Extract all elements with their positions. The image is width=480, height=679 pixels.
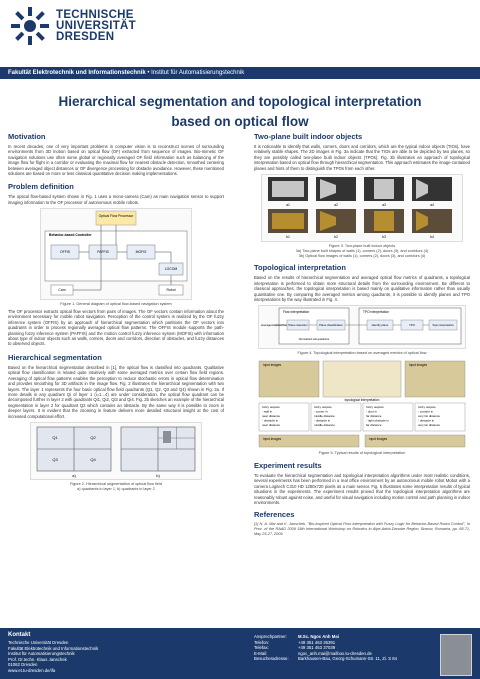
fuzzy-output-text: - door in xyxy=(366,409,378,414)
university-name xyxy=(56,10,136,43)
caption-line: Figure 3. Two-plane built indoor objects xyxy=(328,244,396,249)
mosaic-label: input images xyxy=(369,437,388,442)
thumbnail xyxy=(316,177,356,207)
experiment-text: To evaluate the hierarchical segmentation and topological interpretation algorithms under most realistic conditions, several experiments has been performed in a real office environment by an autonomous mobile robot Mobot with a camera Logitech C310 HD 1280x720 pixels as a main sensor. Fig. 5 illustrates some interpretation results of typical situations in the experiments. The experiment results proved that the topological interpretation algorithms are reasonably robust against noise, and useful for visual navigation including motion control and path planning in indoor environments. xyxy=(254,473,470,506)
contact-photo xyxy=(440,634,472,676)
contact-address xyxy=(8,640,98,674)
left-column xyxy=(8,132,224,492)
plane-shape xyxy=(272,213,304,229)
address-line: Prof. Dr.techn. Klaus Janschek xyxy=(8,656,67,662)
thumbnail-label: a3 xyxy=(382,203,386,208)
fuzzy-output-text: fuzzy outputs xyxy=(418,405,436,410)
figure-1-diagram xyxy=(40,208,192,300)
fuzzy-output-text: near distance xyxy=(262,423,281,428)
poster-title xyxy=(0,92,480,132)
fuzzy-output-text: middle distance xyxy=(314,414,335,419)
diagram-label: Flow interpretation xyxy=(283,310,310,315)
fig1-label: MOFIS xyxy=(135,250,147,255)
tu-dresden-logo-icon xyxy=(10,6,50,46)
university-line: TECHNISCHE xyxy=(56,9,134,21)
fuzzy-output-text: far distance xyxy=(366,423,382,428)
motivation-heading: Motivation xyxy=(8,132,46,141)
title-line: based on optical flow xyxy=(171,114,309,129)
fig1-label: LOCOM xyxy=(164,267,178,272)
diagram-label: Topo interpretation xyxy=(432,324,454,328)
fuzzy-output-text: middle distance xyxy=(314,423,335,428)
mosaic-label: topological interpretation xyxy=(344,398,380,403)
topological-heading: Topological interpretation xyxy=(254,263,346,273)
address-line: Institut für Automatisierungstechnik xyxy=(8,651,75,657)
caption-line: a) quadrants in layer 1, b) quadrants in layer 2 xyxy=(77,486,155,491)
fig1-label: PAFFIS xyxy=(97,250,109,255)
figure-5-mosaic xyxy=(257,359,467,449)
panel-label: b) xyxy=(156,472,160,478)
mosaic-label: input images xyxy=(263,363,282,368)
diagram-label: Plane classification xyxy=(319,323,343,328)
thumbnail xyxy=(412,209,452,239)
right-column xyxy=(254,132,470,537)
thumbnail xyxy=(412,177,452,207)
diagram-label: averaged optical flow xyxy=(261,323,288,328)
motivation-text: In recent decades, one of very important problems in computer vision is to reconstruct scenes of surrounding environments from 3D motion based on optical flow (OF) extracted from sequence of images. Bio-mimetic OF navigation solutions use often some global or regionally averaged OF field information such as balancing of the image flow for flight in a corridor or evaluating the maximal flow for nearest obstacle detection, smoothed centering between averaged object distances or OF divergence processing for obstacle avoidance. However, these mentioned solutions are based on more or less classical quantitative decision making implementations. xyxy=(8,144,224,177)
problem-text: The optical flow-based system shown in Fig. 1 uses a mono-camera (Cam) as main navigation sensor to support imaging information to the OF processor of autonomous mobile robots. xyxy=(8,194,224,205)
contact-label: Besucheradresse: xyxy=(254,656,289,662)
fuzzy-output-text: - wall in xyxy=(262,409,273,414)
contact-heading: Kontakt xyxy=(8,632,31,638)
figure-2-caption xyxy=(8,482,224,492)
thumbnail-label: b4 xyxy=(430,235,434,240)
fuzzy-output-text: - right obstacle in xyxy=(366,418,389,423)
fig1-label: Robot xyxy=(166,288,176,293)
diagram-label: TPO xyxy=(409,323,415,328)
contact-person: M.Sc. Ngoc Anh Mai xyxy=(298,634,339,639)
hierarchical-text: Based on the hierarchical segmentation described in [1], the optical flow is classified into quadrants. Qualitative optical flow classification is related quite intuitively with some averaged metrics over certain flow field regions. Averaging of optical flow patterns enables the perception to reduce stochastic errors in optical flow determination and provides smoothing for 3D artifacts in the image flow. Fig. 2 illustrates the hierarchical segmentation with two layers. The layer 1 represents the four basic optical flow field quadrants (Q1, Q2, Q3 and Q4) shown in Fig. 2a. If more details in any quadrant Qi of layer 1 (i=1...4) are under consideration, the optical flow quadrant can be decomposed further in layer 2 with quadrants Qi1, Qi2, Qi3 and Qi4. Fig. 2b sketches an example of the hierarchical segmentation in layer 2 for quadrant Q2 which contains an obstacle. By the same way it is possible to zoom in deeper layers. It is evident that the zooming in feature delivers more detailed structural insight at the cost of increased computational effort. xyxy=(8,364,224,419)
thumbnail xyxy=(364,177,404,207)
plane-shape xyxy=(374,211,394,231)
experiment-heading: Experiment results xyxy=(254,461,322,471)
plane-shape xyxy=(374,179,394,199)
faculty-bar xyxy=(0,67,480,79)
reference-item: [1] N. A. Mai and K. Janschek, "Bio-inspired Optical Flow Interpretation with Fuzzy Logic for Behavior-Based Robot Control", In Proc. of the RAAD 2009 18th International Workshop on Robotics in Alpe-Adria-Danube Region, Brasov, Romania, pp. 68-71, May 25-27, 2009. xyxy=(254,522,470,537)
figure-3-caption xyxy=(254,244,470,258)
fuzzy-output-text: very far distance xyxy=(418,423,441,428)
title-line: Hierarchical segmentation and topological interpretation xyxy=(58,94,422,109)
problem-text-2: The OF processor extracts optical flow vectors from pairs of images. The OF vectors contain information about the environment necessary for mobile robot navigation. Perception of the control system is realized by the OF fuzzy inference system (OFFIS) by an approach of hierarchical segmentation which partitions the OF vectors into quadrants in order to process regionally averaged optical flow patterns. The OFFIS module supports the path-planning fuzzy inference system (PAFFIS) and the motion control fuzzy inference system (MOFIS) with information about type of indoor objects such as walls, corners, doors and corridors, direction of obstacles, and fuzzy distances to observed objects. xyxy=(8,309,224,347)
thumbnail-label: a1 xyxy=(286,203,290,208)
footer xyxy=(0,628,480,679)
twoplane-text: It is noticeable to identify that walls, corners, doors and corridors, which are the typical indoor objects (TIOs), have relatively stable shapes. The 2D images in Fig. 3a indicate that the TIOs are able to be depicted by two planes, so they are possibly called two-plane built indoor objects (TPOs). Fig. 3b illustrates an approach of topological interpretation based on optical flow through hierarchical segmentation. This approach estimates the image-contained planes and hints of them to distinguish the TPOs from each other. xyxy=(254,144,470,171)
fuzzy-output-text: far distance xyxy=(366,414,382,419)
thumbnail-label: b2 xyxy=(334,235,338,240)
fig1-label: Behavior-based Controller xyxy=(49,233,92,238)
twoplane-heading: Two-plane built indoor objects xyxy=(254,132,363,141)
caption-line: Figure 2. Hierarchical segmentation of optical flow field xyxy=(69,481,162,486)
panel-label: a) xyxy=(72,472,76,478)
quadrant-label: Q4 xyxy=(90,456,96,462)
bullet-separator: • xyxy=(147,70,152,76)
fuzzy-output-text: - corridor in xyxy=(418,409,434,414)
contact-values xyxy=(298,634,397,662)
diagram-label: Normalized sub-quadrants xyxy=(298,338,330,342)
thumbnail xyxy=(316,209,356,239)
quadrant-label: Q2 xyxy=(90,434,96,440)
address-line: Fakultät Elektrotechnik und Informationstechnik xyxy=(8,645,99,651)
diagram-label: Plane detection xyxy=(288,323,308,328)
plane-shape xyxy=(272,181,304,197)
hierarchical-heading: Hierarchical segmentation xyxy=(8,352,102,362)
figure-1-caption: Figure 1. General diagram of optical flow-based navigation system xyxy=(60,302,172,307)
fuzzy-output-text: fuzzy outputs xyxy=(262,405,280,410)
fuzzy-output-text: - obstacle in xyxy=(418,418,435,423)
diagram-label: Identify plane xyxy=(371,323,389,328)
thumbnail-label: a2 xyxy=(334,203,338,208)
problem-heading: Problem definition xyxy=(8,182,74,192)
diagram-label: TPO interpretation xyxy=(363,310,390,315)
obstacle-shape xyxy=(163,431,171,443)
contact-label: E-Mail: xyxy=(254,650,268,656)
thumbnail-label: b1 xyxy=(286,235,290,240)
contact-labels xyxy=(254,634,289,662)
address-line: Technische Universität Dresden xyxy=(8,640,69,645)
caption-line: 3b) Optical flow images of walls (1), corners (2), doors (3), and corridors (4) xyxy=(298,253,426,258)
mosaic-label: input images xyxy=(263,437,282,442)
address-line: 01062 Dresden xyxy=(8,662,38,668)
faculty-name: Fakultät Elektrotechnik und Informationstechnik xyxy=(8,70,146,76)
fig1-label: Optical Flow Processor xyxy=(98,214,134,219)
references-heading: References xyxy=(254,510,295,520)
fuzzy-output-text: - corner in xyxy=(314,409,328,414)
visitor-address: Barkhausen-Bau, Georg-Schumann-Str. 11, Zi. S 84 xyxy=(298,656,398,662)
header xyxy=(0,0,480,72)
figure-4-diagram xyxy=(258,305,466,349)
fuzzy-output-text: - obstacle in xyxy=(262,418,279,423)
contact-label: Telefon: xyxy=(254,639,270,645)
thumbnail xyxy=(364,209,404,239)
email-link[interactable]: ngoc_anh.mai@mailbox.tu-dresden.de xyxy=(298,650,372,656)
thumbnail-label: a4 xyxy=(430,203,434,208)
topological-text: Based on the results of hierarchical segmentation and averaged optical flow metrics of quadrants, a topological interpretation is performed to obtain more structural details from the surrounding environment. Be different to classical approaches, the topological interpretation is based mainly on qualitative information rather than usually quantitative one. By comparing the averaged metrics among quadrants, it is possible to identify planes and TPO interpretations by the way illustrated in Fig. 4. xyxy=(254,275,470,303)
fuzzy-output-text: near distance xyxy=(262,414,281,419)
figure-2-quadrants xyxy=(30,422,202,480)
fax-value: +49 351 463 37039 xyxy=(298,645,336,651)
contact-label: Telefax: xyxy=(254,645,269,651)
university-line: DRESDEN xyxy=(56,31,115,43)
quadrant-label: Q1 xyxy=(52,434,58,440)
fuzzy-output-text: - obstacle in xyxy=(314,418,331,423)
university-line: UNIVERSITÄT xyxy=(56,20,136,32)
figure-4-caption: Figure 4. Topological interpretation based on averaged metrics of optical flow xyxy=(297,351,427,356)
fuzzy-output-text: fuzzy outputs xyxy=(366,405,384,410)
fuzzy-output-text: fuzzy outputs xyxy=(314,405,332,410)
fig1-label: OFFIS xyxy=(60,250,70,255)
fig1-label: Cam xyxy=(58,288,66,293)
contact-label: Ansprechpartner: xyxy=(254,634,287,639)
institute-name: Institut für Automatisierungstechnik xyxy=(151,70,245,76)
figure-5 xyxy=(257,359,467,449)
phone-value: +49 351 463 35391 xyxy=(298,639,336,645)
interpretation-panel xyxy=(323,361,401,397)
thumbnail xyxy=(268,177,308,207)
caption-line: 3a) Two-plane built shapes of walls (1), corners (2), doors (3), and corridors (4) xyxy=(295,248,429,253)
quadrant-label: Q3 xyxy=(52,456,58,462)
mosaic-label: input images xyxy=(409,363,428,368)
website-link[interactable]: www.et.tu-dresden.de/ifa xyxy=(8,667,56,673)
figure-5-caption: Figure 5. Typical results of topological interpretation xyxy=(318,451,406,456)
thumbnail-label: b3 xyxy=(382,235,386,240)
fuzzy-output-text: very far distance xyxy=(418,414,441,419)
thumbnail xyxy=(268,209,308,239)
figure-3-thumbnails xyxy=(261,174,463,242)
